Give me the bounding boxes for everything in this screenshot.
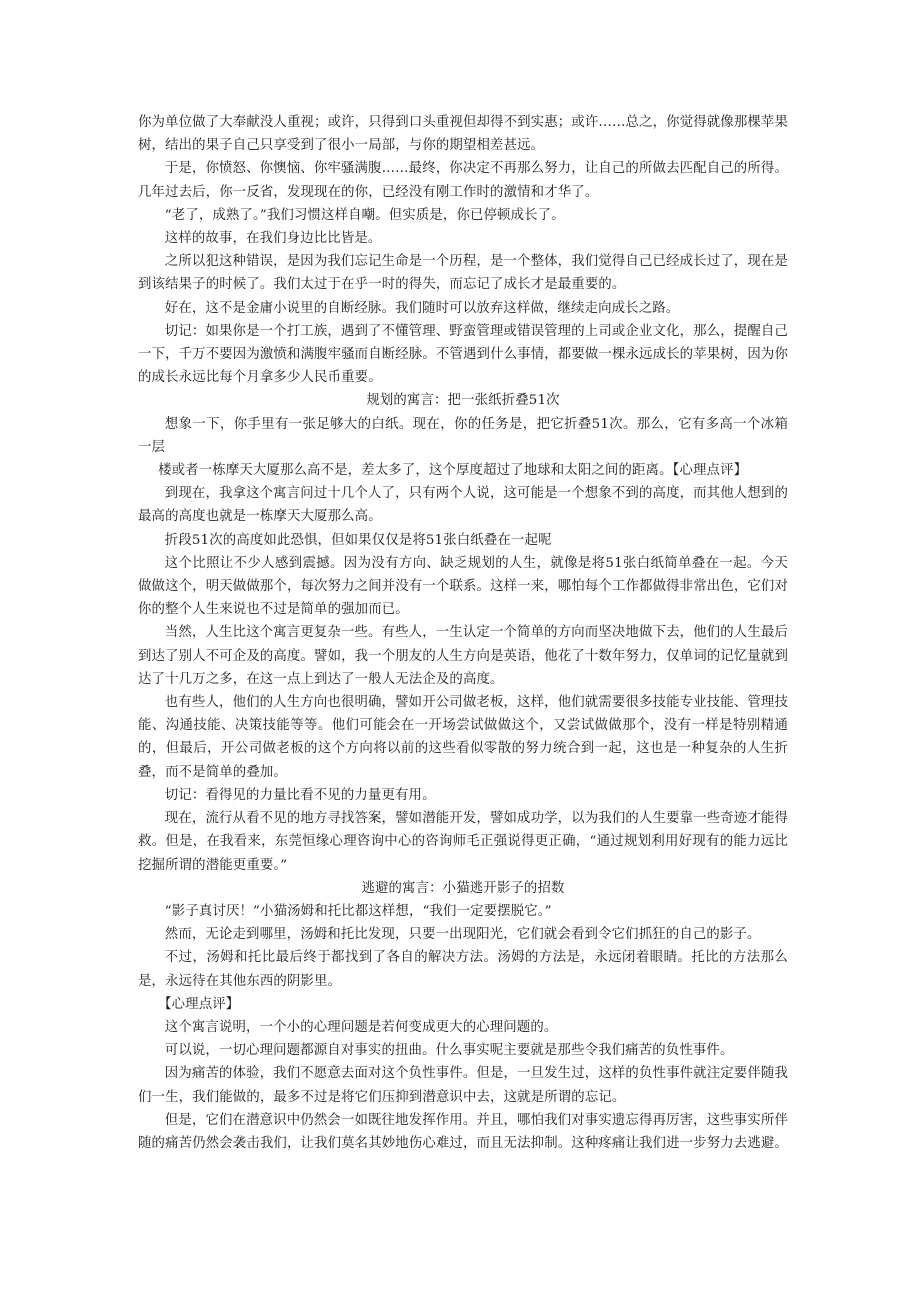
paragraph: 楼或者一栋摩天大厦那么高不是，差太多了，这个厚度超过了地球和太阳之间的距离。【心理点评】 xyxy=(158,463,748,479)
paragraph: 不过，汤姆和托比最后终于都找到了各自的解决方法。汤姆的方法是，永远闭着眼睛。托比的方法那么是，永远待在其他东西的阴影里。 xyxy=(138,950,788,989)
paragraph: 你为单位做了大奉献没人重视；或许，只得到口头重视但却得不到实惠；或许……总之，你觉得就像那棵苹果树，结出的果子自己只享受到了很小一局部，与你的期望相差甚远。 xyxy=(138,115,788,154)
paragraph: 切记：看得见的力量比看不见的力量更有用。 xyxy=(164,787,436,803)
paragraph: 之所以犯这种错误，是因为我们忘记生命是一个历程，是一个整体，我们觉得自己已经成长过了，现在是到该结果子的时候了。我们太过于在乎一时的得失，而忘记了成长才是最重要的。 xyxy=(138,254,788,293)
paragraph: 好在，这不是金庸小说里的自断经脉。我们随时可以放弃这样做，继续走向成长之路。 xyxy=(164,300,680,316)
paragraph: 但是，它们在潜意识中仍然会一如既往地发挥作用。并且，哪怕我们对事实遗忘得再厉害，这些事实所伴随的痛苦仍然会袭击我们，让我们莫名其妙地伤心难过，而且无法抑制。这种疼痛让我们进一步努力去逃避。 xyxy=(138,1112,788,1151)
section-heading: 逃避的寓言：小猫逃开影子的招数 xyxy=(361,880,565,896)
paragraph: 然而，无论走到哪里，汤姆和托比发现，只要一出现阳光，它们就会看到令它们抓狂的自己的影子。 xyxy=(164,927,761,943)
paragraph: 可以说，一切心理问题都源自对事实的扭曲。什么事实呢主要就是那些令我们痛苦的负性事件。 xyxy=(164,1043,734,1059)
paragraph: 也有些人，他们的人生方向也很明确，譬如开公司做老板，这样，他们就需要很多技能专业技能、管理技能、沟通技能、决策技能等等。他们可能会在一开场尝试做做这个，又尝试做做那个，没有一样是特别精通的，但最后，开公司做老板的这个方向将以前的这些看似零散的努力统合到一起，这也是一种复杂的人生折叠，而不是简单的叠加。 xyxy=(138,695,788,780)
paragraph: 于是，你愤怒、你懊恼、你牢骚满腹……最终，你决定不再那么努力，让自己的所做去匹配自己的所得。几年过去后，你一反省，发现现在的你，已经没有刚工作时的激情和才华了。 xyxy=(138,161,788,200)
section-heading: 规划的寓言：把一张纸折叠51次 xyxy=(366,393,560,409)
paragraph: 折段51次的高度如此恐惧，但如果仅仅是将51张白纸叠在一起呢 xyxy=(164,532,552,548)
paragraph: 现在，流行从看不见的地方寻找答案，譬如潜能开发，譬如成功学，以为我们的人生要靠一些奇迹才能得救。但是，在我看来，东莞恒缘心理咨询中心的咨询师毛正强说得更正确，“通过规划利用好现有的能力远比挖掘所谓的潜能更重要。” xyxy=(138,811,788,873)
paragraph: 切记：如果你是一个打工族，遇到了不懂管理、野蛮管理或错误管理的上司或企业文化，那么，提醒自己一下，千万不要因为激愤和满腹牢骚而自断经脉。不管遇到什么事情，都要做一棵永远成长的苹果树，因为你的成长永远比每个月拿多少人民币重要。 xyxy=(138,323,788,386)
paragraph: 因为痛苦的体验，我们不愿意去面对这个负性事件。但是，一旦发生过，这样的负性事件就注定要伴随我们一生，我们能做的，最多不过是将它们压抑到潜意识中去，这就是所谓的忘记。 xyxy=(138,1066,788,1105)
paragraph: “影子真讨厌！”小猫汤姆和托比都这样想，“我们一定要摆脱它。” xyxy=(164,903,552,919)
paragraph: “老了，成熟了。”我们习惯这样自嘲。但实质是，你已停顿成长了。 xyxy=(164,207,565,223)
paragraph: 这样的故事，在我们身边比比皆是。 xyxy=(164,231,382,247)
paragraph: 到现在，我拿这个寓言问过十几个人了，只有两个人说，这可能是一个想象不到的高度，而其他人想到的最高的高度也就是一栋摩天大厦那么高。 xyxy=(138,486,788,525)
paragraph: 想象一下，你手里有一张足够大的白纸。现在，你的任务是，把它折叠51次。那么，它有多高一个冰箱一层 xyxy=(138,416,788,455)
paragraph: 这个寓言说明，一个小的心理问题是若何变成更大的心理问题的。 xyxy=(164,1019,558,1035)
commentary-label: 【心理点评】 xyxy=(158,996,240,1012)
paragraph: 这个比照让不少人感到震撼。因为没有方向、缺乏规划的人生，就像是将51张白纸简单叠在一起。今天做做这个，明天做做那个，每次努力之间并没有一个联系。这样一来，哪怕每个工作都做得非常出色，它们对你的整个人生来说也不过是简单的强加而已。 xyxy=(138,555,788,618)
paragraph: 当然，人生比这个寓言更复杂一些。有些人，一生认定一个简单的方向而坚决地做下去，他们的人生最后到达了别人不可企及的高度。譬如，我一个朋友的人生方向是英语，他花了十数年努力，仅单词的记忆量就到达了十几万之多，在这一点上到达了一般人无法企及的高度。 xyxy=(138,625,788,687)
